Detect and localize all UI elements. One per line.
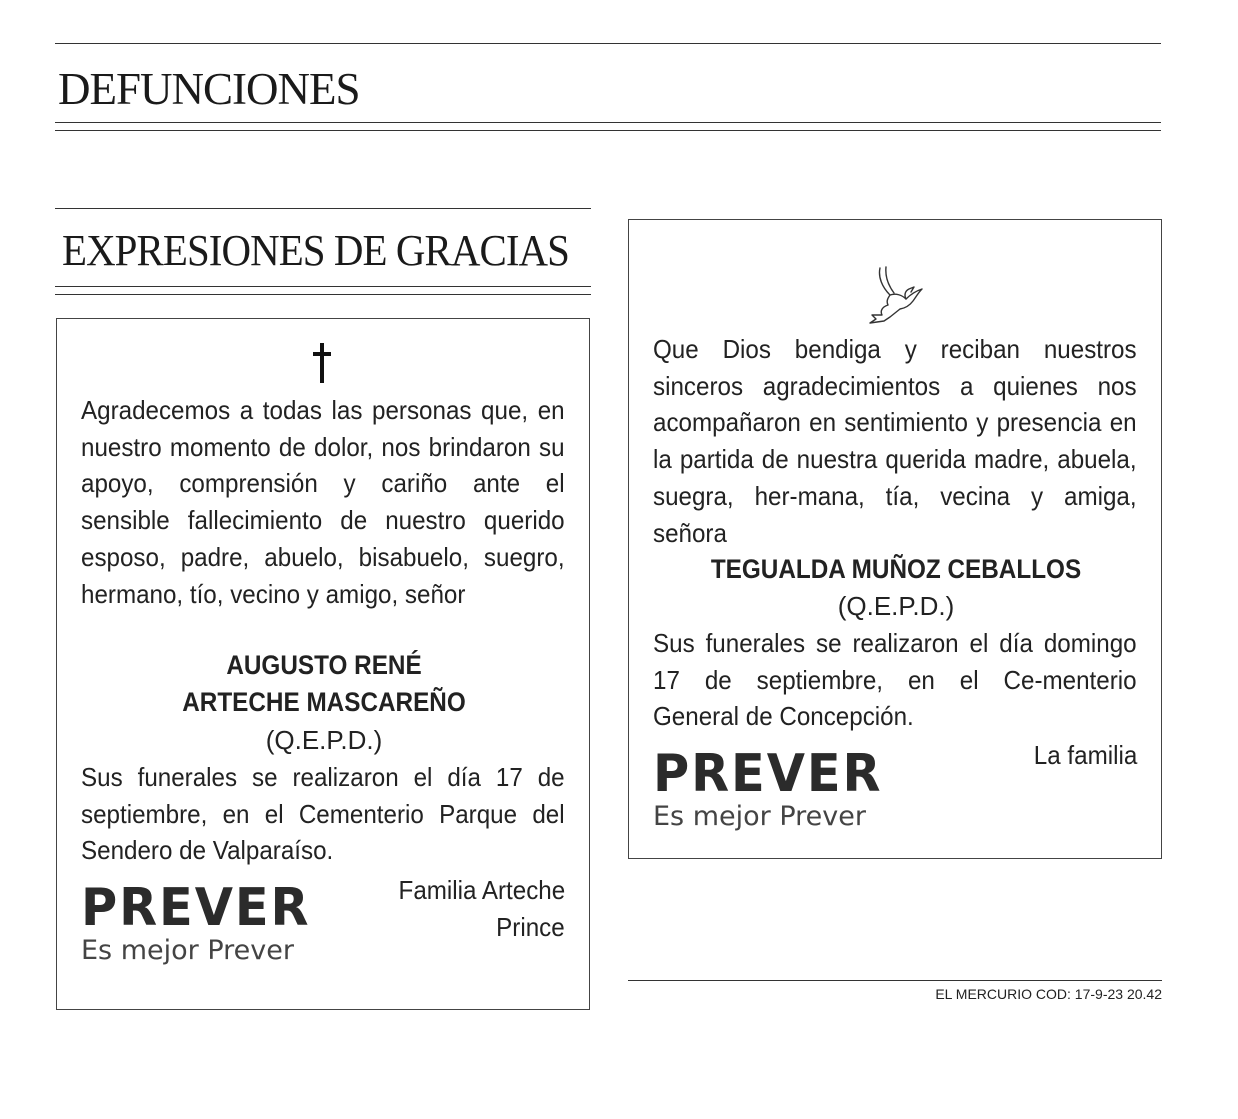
header-bottom-rule-2 <box>55 130 1161 131</box>
section-title: EXPRESIONES DE GRACIAS <box>62 226 570 275</box>
section-bottom-rule-2 <box>55 294 591 295</box>
publication-code: EL MERCURIO COD: 17-9-23 20.42 <box>935 986 1162 1002</box>
cross-icon <box>312 343 332 383</box>
signature-line-1: La familia <box>1033 740 1137 770</box>
logo-tagline: Es mejor Prever <box>81 935 294 966</box>
deceased-name: TEGUALDA MUÑOZ CEBALLOS <box>710 554 1082 584</box>
signature-line-1: Familia Arteche <box>398 875 565 905</box>
notice-body-text: Que Dios bendiga y reciban nuestros sinceros agradecimientos a quienes nos acompañaron en sentimiento y presencia en la partida de nuestra querida madre, abuela, suegra, her-mana, tía, vecina y amiga, señora <box>653 334 1137 548</box>
prever-logo <box>653 744 894 832</box>
section-bottom-rule <box>55 286 591 287</box>
section-top-rule <box>55 208 591 209</box>
logo-wordmark: PREVER <box>81 878 311 938</box>
funeral-details-text: Sus funerales se realizaron el día 17 de septiembre, en el Cementerio Parque del Sendero de Valparaíso. <box>81 762 565 866</box>
signature-line-2: Prince <box>496 912 565 942</box>
logo-wordmark: PREVER <box>653 744 883 804</box>
notice-body-text: Agradecemos a todas las personas que, en nuestro momento de dolor, nos brindaron su apoyo, comprensión y cariño ante el sensible fallecimiento de nuestro querido esposo, padre, abuelo, bisabuelo, suegro, hermano, tío, vecino y amigo, señor <box>81 395 565 609</box>
qepd-label: (Q.E.P.D.) <box>265 725 383 755</box>
qepd-label: (Q.E.P.D.) <box>837 591 955 621</box>
funeral-details-text: Sus funerales se realizaron el día domingo 17 de septiembre, en el Ce-menterio General de Concepción. <box>653 628 1137 732</box>
logo-tagline: Es mejor Prever <box>653 801 866 832</box>
header-bottom-rule <box>55 122 1161 123</box>
footer-rule <box>628 980 1162 981</box>
page-title: DEFUNCIONES <box>58 64 360 114</box>
deceased-name-line-2: ARTECHE MASCAREÑO <box>182 687 466 717</box>
prever-logo <box>81 878 322 966</box>
header-top-rule <box>55 43 1161 44</box>
deceased-name-line-1: AUGUSTO RENÉ <box>226 650 422 680</box>
dove-icon <box>866 265 928 327</box>
